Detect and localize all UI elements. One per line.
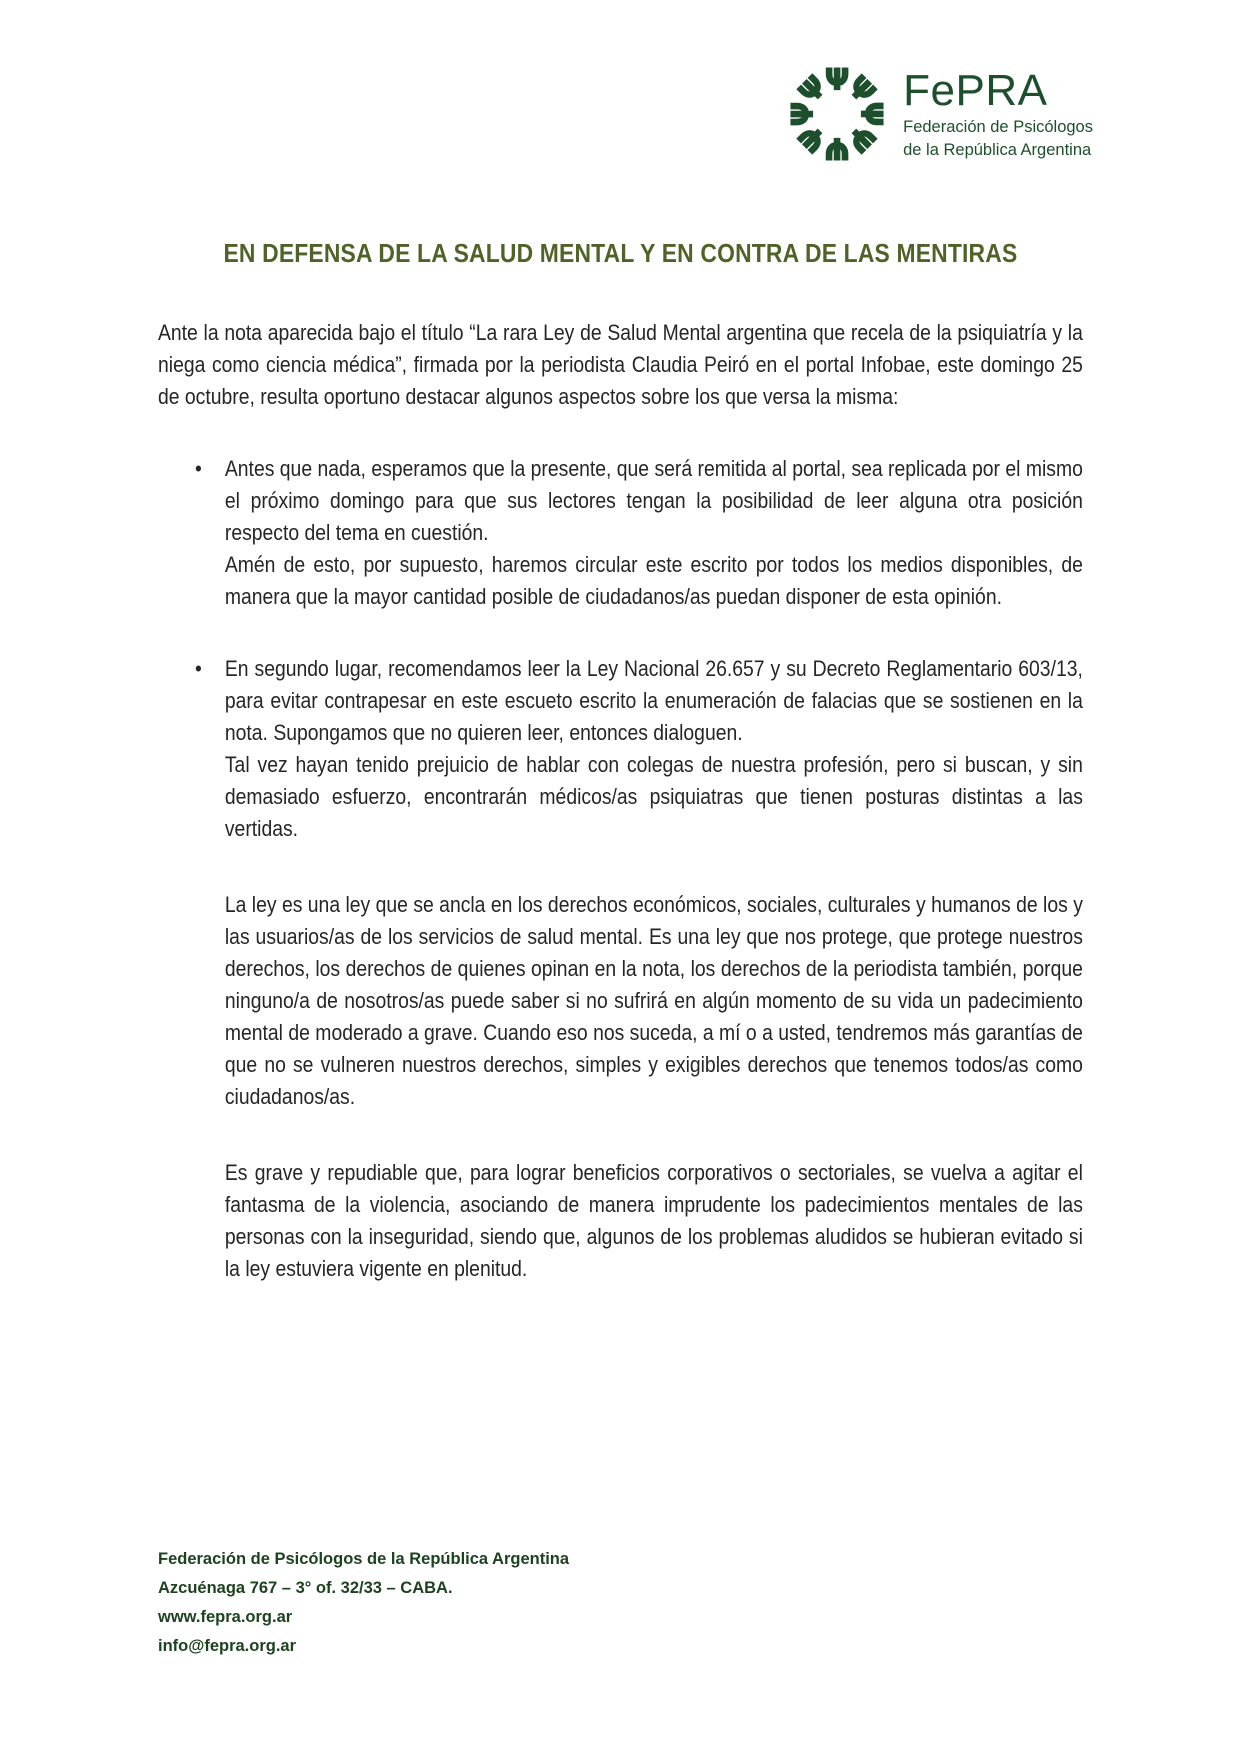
- psi-icon: Ψ: [791, 68, 834, 111]
- brand-name: FePRA: [903, 65, 1048, 115]
- psi-icon: Ψ: [824, 62, 850, 97]
- psi-icon: Ψ: [785, 101, 820, 127]
- psi-icon: Ψ: [854, 101, 889, 127]
- bullet-icon: •: [194, 456, 202, 481]
- bullet-1-content: [225, 453, 1083, 613]
- footer-address: Azcuénaga 767 – 3° of. 32/33 – CABA.: [158, 1579, 453, 1597]
- logo-subtitle-line1: Federación de Psicólogos: [903, 117, 1093, 136]
- closing-paragraph: Es grave y repudiable que, para lograr beneficios corporativos o sectoriales, se vuelva a agitar el fantasma de la violencia, asociando de manera imprudente los padecimientos mentales de las personas con la inseguridad, siendo que, algunos de los problemas aludidos se hubieran evitado si la ley estuviera vigente en plenitud.: [224, 1160, 1083, 1281]
- logo-text: [903, 65, 1093, 160]
- fepra-logo: [785, 62, 1093, 166]
- document-title: EN DEFENSA DE LA SALUD MENTAL Y EN CONTRA DE LAS MENTIRAS: [223, 238, 1018, 268]
- psi-icon: Ψ: [791, 117, 834, 160]
- footer-email-link[interactable]: info@fepra.org.ar: [158, 1637, 297, 1655]
- psi-icon: Ψ: [840, 68, 883, 111]
- law-paragraph: La ley es una ley que se ancla en los derechos económicos, sociales, culturales y humanos de los y las usuarios/as de los servicios de salud mental. Es una ley que nos protege, que protege nuestros derechos, los derechos de quienes opinan en la nota, los derechos de la periodista también, porque ninguno/a de nosotros/as puede saber si no sufrirá en algún momento de su vida un padecimiento mental de moderado a grave. Cuando eso nos suceda, a mí o a usted, tendremos más garantías de que no se vulneren nuestros derechos, simples y exigibles derechos que tenemos todos/as como ciudadanos/as.: [224, 892, 1083, 1109]
- footer-org-name: Federación de Psicólogos de la República Argentina: [158, 1550, 570, 1568]
- bullet-1-paragraph-1: Antes que nada, esperamos que la presente, que será remitida al portal, sea replicada por el mismo el próximo domingo para que sus lectores tengan la posibilidad de leer alguna otra posición respecto del tema en cuestión.: [224, 456, 1083, 545]
- psi-circle-icon: [785, 62, 889, 166]
- document-body: [158, 238, 1083, 1285]
- psi-icon: Ψ: [840, 117, 883, 160]
- bullet-2-paragraph-1: En segundo lugar, recomendamos leer la Ley Nacional 26.657 y su Decreto Reglamentario 603/13, para evitar contrapesar en este escueto escrito la enumeración de falacias que se sostienen en la nota. Supongamos que no quieren leer, entonces dialoguen.: [224, 656, 1083, 745]
- logo-subtitle-line2: de la República Argentina: [903, 141, 1092, 160]
- bullet-2-paragraph-2: Tal vez hayan tenido prejuicio de hablar con colegas de nuestra profesión, pero si buscan, y sin demasiado esfuerzo, encontrarán médicos/as psiquiatras que tienen posturas distintas a las vertidas.: [224, 752, 1083, 841]
- indented-paragraphs: [225, 889, 1083, 1285]
- bullet-2-content: [225, 653, 1083, 845]
- list-item: [158, 653, 1083, 845]
- list-item: [158, 453, 1083, 613]
- footer-website-link[interactable]: www.fepra.org.ar: [158, 1608, 293, 1626]
- bullet-icon: •: [194, 656, 202, 681]
- psi-icon: Ψ: [824, 131, 850, 166]
- intro-paragraph: Ante la nota aparecida bajo el título “La rara Ley de Salud Mental argentina que recela de la psiquiatría y la niega como ciencia médica”, firmada por la periodista Claudia Peiró en el portal Infobae, este domingo 25 de octubre, resulta oportuno destacar algunos aspectos sobre los que versa la misma:: [158, 320, 1083, 409]
- bullet-1-paragraph-2: Amén de esto, por supuesto, haremos circular este escrito por todos los medios disponibles, de manera que la mayor cantidad posible de ciudadanos/as puedan disponer de esta opinión.: [224, 552, 1083, 609]
- bullet-list: [158, 453, 1083, 845]
- footer: [158, 1545, 569, 1661]
